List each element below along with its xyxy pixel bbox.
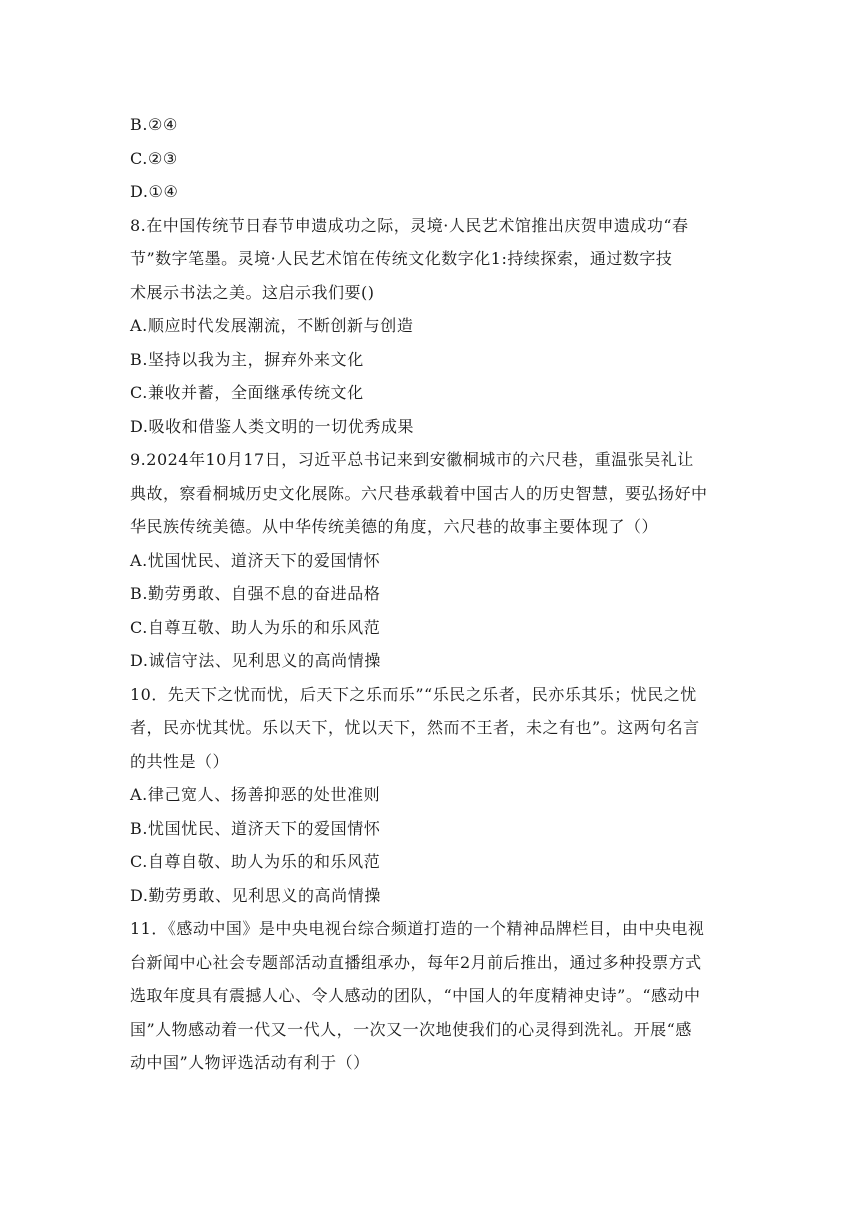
option-d-q9: D.诚信守法、见利思义的高尚情操 xyxy=(130,651,381,670)
option-d-q10: D.勤劳勇敢、见利思义的高尚情操 xyxy=(130,885,381,905)
question-11-line-1: 11．《感动中国》是中央电视台综合频道打造的一个精神品牌栏目，由中央电视 xyxy=(130,919,705,938)
question-10-line-1: 10．先天下之忧而忧，后天下之乐而乐”“乐民之乐者，民亦乐其乐；忧民之忧 xyxy=(130,684,697,704)
option-b-q7: B.②④ xyxy=(130,115,178,134)
option-c-q9: C.自尊互敬、助人为乐的和乐风范 xyxy=(130,617,381,637)
question-9-line-1: 9.2024年10月17日，习近平总书记来到安徽桐城市的六尺巷，重温张吴礼让 xyxy=(130,450,694,469)
option-c-q7: C.②③ xyxy=(130,148,178,168)
option-c-q8: C.兼收并蓄，全面继承传统文化 xyxy=(130,383,364,402)
question-8-line-3: 术展示书法之美。这启示我们要() xyxy=(130,282,375,302)
option-b-q10: B.忧国忧民、道济天下的爱国情怀 xyxy=(130,818,381,838)
option-a-q8: A.顺应时代发展潮流，不断创新与创造 xyxy=(130,316,414,335)
question-11-line-2: 台新闻中心社会专题部活动直播组承办，每年2月前后推出，通过多种投票方式 xyxy=(130,952,702,972)
option-a-q9: A.忧国忧民、道济天下的爱国情怀 xyxy=(130,550,381,570)
option-a-q10: A.律己宽人、扬善抑恶的处世准则 xyxy=(130,785,381,804)
option-d-q7: D.①④ xyxy=(130,182,179,201)
option-c-q10: C.自尊自敬、助人为乐的和乐风范 xyxy=(130,852,381,871)
option-b-q8: B.坚持以我为主，摒弃外来文化 xyxy=(130,349,364,369)
document-content xyxy=(130,108,730,1080)
option-d-q8: D.吸收和借鉴人类文明的一切优秀成果 xyxy=(130,416,415,436)
question-10-line-3: 的共性是（） xyxy=(130,751,230,771)
option-b-q9: B.勤劳勇敢、自强不息的奋进品格 xyxy=(130,584,381,603)
question-8-line-2: 节”数字笔墨。灵境·人民艺术馆在传统文化数字化1:持续探索，通过数字技 xyxy=(130,249,673,268)
question-9-line-2: 典故，察看桐城历史文化展陈。六尺巷承载着中国古人的历史智慧，要弘扬好中 xyxy=(130,483,708,503)
question-11-line-4: 国”人物感动着一代又一代人，一次又一次地使我们的心灵得到洗礼。开展“感 xyxy=(130,1019,692,1039)
question-11-line-5: 动中国”人物评选活动有利于（） xyxy=(130,1053,370,1072)
question-10-line-2: 者，民亦忧其忧。乐以天下，忧以天下，然而不王者，未之有也”。这两句名言 xyxy=(130,718,700,737)
question-11-line-3: 选取年度具有震撼人心、令人感动的团队，“中国人的年度精神史诗”。“感动中 xyxy=(130,986,701,1005)
question-9-line-3: 华民族传统美德。从中华传统美德的角度，六尺巷的故事主要体现了（） xyxy=(130,517,659,536)
question-8-line-1: 8.在中国传统节日春节申遗成功之际，灵境·人民艺术馆推出庆贺申遗成功“春 xyxy=(130,215,689,235)
